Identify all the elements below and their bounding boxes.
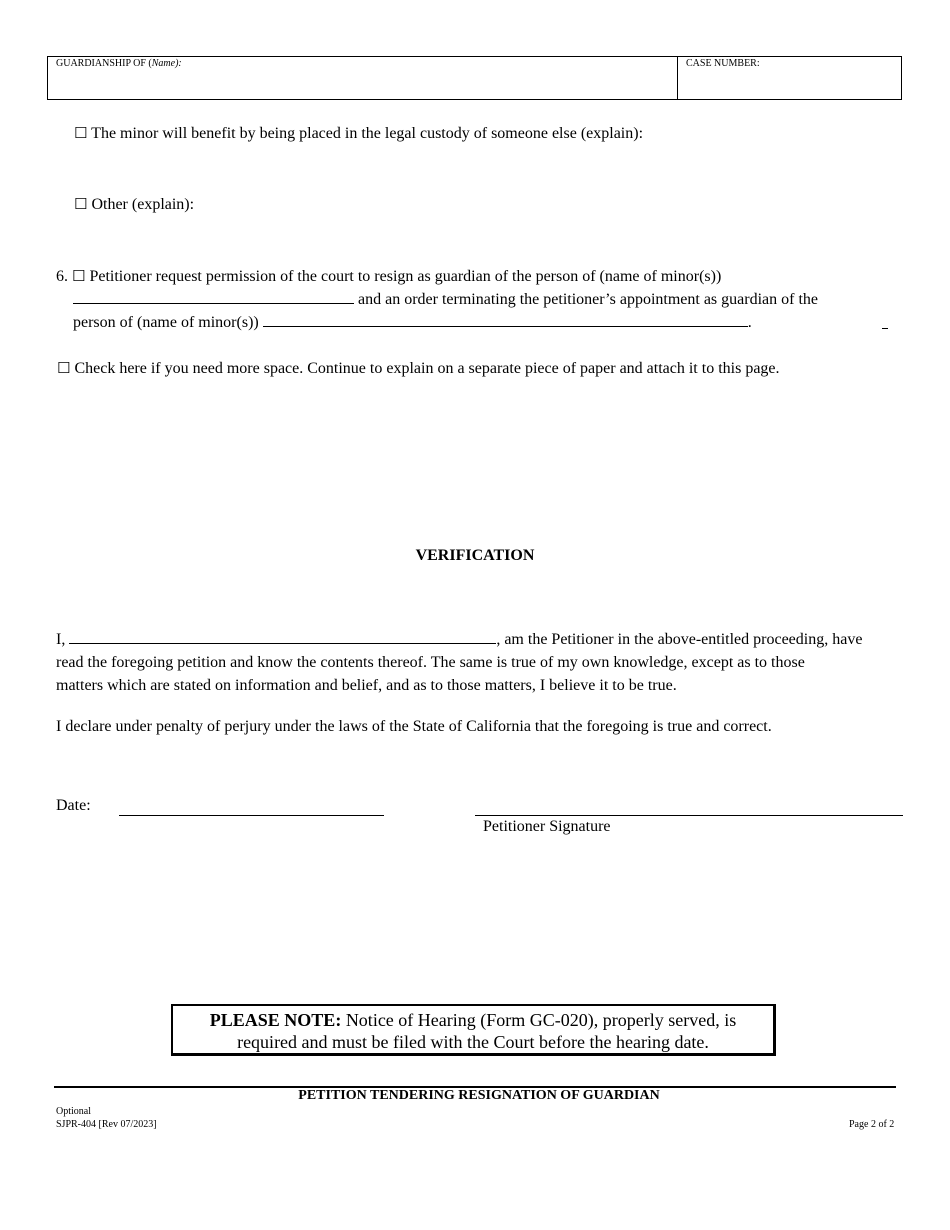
date-label: Date: [56, 797, 91, 814]
item6-line3-period: . [747, 314, 752, 331]
more-space-text: Check here if you need more space. Continue to explain on a separate piece of paper and attach it to this page. [74, 360, 780, 377]
minor-name-blank-2[interactable] [263, 312, 748, 327]
guardianship-label-text: GUARDIANSHIP OF ( [56, 58, 152, 69]
other-checkbox[interactable]: ☐ [74, 195, 88, 213]
note-text1: Notice of Hearing (Form GC-020), properly served, is [345, 1010, 737, 1030]
guardianship-of-label [56, 58, 182, 69]
note-line2: required and must be filed with the Court before the hearing date. [237, 1032, 709, 1052]
more-space-item [57, 357, 780, 380]
footer-form-number: SJPR-404 [Rev 07/2023] [56, 1119, 157, 1130]
footer-page-number: Page 2 of 2 [849, 1119, 895, 1130]
minor-benefit-text: The minor will benefit by being placed in the legal custody of someone else (explain): [91, 125, 644, 142]
verification-title: VERIFICATION [415, 547, 535, 564]
other-item [74, 193, 194, 216]
date-field-line[interactable] [119, 815, 384, 816]
other-text: Other (explain): [91, 196, 195, 213]
verification-line2: read the foregoing petition and know the contents thereof. The same is true of my own knowledge, except as to those [56, 654, 805, 671]
footer-form-title: PETITION TENDERING RESIGNATION OF GUARDIAN [298, 1088, 660, 1103]
verification-line3: matters which are stated on information and belief, and as to those matters, I believe it to be true. [56, 677, 677, 694]
caption-header-box [47, 56, 902, 100]
verification-line1-text: , am the Petitioner in the above-entitled proceeding, have [496, 631, 863, 648]
petitioner-signature-label: Petitioner Signature [483, 818, 611, 835]
petitioner-name-blank[interactable] [69, 629, 496, 644]
minor-benefit-item [74, 122, 643, 145]
item6-line1-text: Petitioner request permission of the court to resign as guardian of the person of (name of minor(s)) [89, 268, 722, 285]
note-bold-label: PLEASE NOTE: [209, 1010, 342, 1030]
item6-line2-text: and an order terminating the petitioner’s appointment as guardian of the [358, 291, 819, 308]
note-line1 [173, 1009, 773, 1031]
item6-checkbox[interactable]: ☐ [72, 267, 86, 285]
please-note-box [171, 1004, 776, 1056]
minor-benefit-checkbox[interactable]: ☐ [74, 124, 88, 142]
stray-mark [882, 328, 888, 329]
case-number-label: CASE NUMBER: [686, 58, 760, 69]
footer-optional: Optional [56, 1106, 91, 1117]
declaration-text: I declare under penalty of perjury under the laws of the State of California that the foregoing is true and correct. [56, 718, 772, 735]
item6-line3-text: person of (name of minor(s)) [73, 314, 259, 331]
more-space-checkbox[interactable]: ☐ [57, 359, 71, 377]
header-divider [677, 57, 678, 99]
verification-i: I, [56, 631, 66, 648]
minor-name-blank-1[interactable] [73, 289, 354, 304]
item6-line2 [73, 288, 818, 311]
guardianship-label-name-italic: Name): [151, 58, 182, 69]
verification-line1 [56, 628, 862, 651]
item6-line1 [56, 265, 721, 288]
item6-number: 6. [56, 268, 68, 285]
item6-line3 [73, 311, 752, 334]
